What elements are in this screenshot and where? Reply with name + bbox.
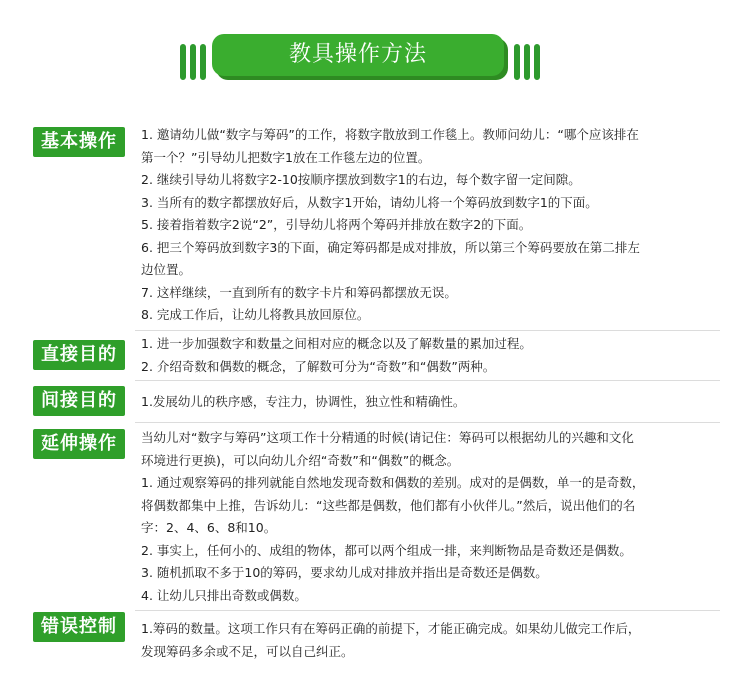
section-label-indirect: 间接目的: [33, 386, 125, 416]
text-line: 4. 让幼儿只排出奇数或偶数。: [141, 587, 307, 603]
text-line: 1.发展幼儿的秩序感，专注力，协调性，独立性和精确性。: [141, 394, 466, 409]
divider: [135, 610, 720, 611]
divider: [135, 330, 720, 331]
right-stripe-decoration: [514, 44, 540, 82]
text-line: 2. 介绍奇数和偶数的概念，了解数可分为“奇数”和“偶数”两种。: [141, 358, 496, 374]
section-extension-content: [141, 427, 721, 607]
text-line: 当幼儿对“数字与筹码”这项工作十分精通的时候(请记住：筹码可以根据幼儿的兴趣和文化: [141, 430, 634, 445]
text-line: 2. 事实上，任何小的、成组的物体，都可以两个组成一排，来判断物品是奇数还是偶数。: [141, 542, 632, 558]
section-error-content: [141, 618, 721, 663]
text-line: 字：2、4、6、8和10。: [141, 520, 277, 535]
text-line: 2. 继续引导幼儿将数字2-10按顺序摆放到数字1的右边，每个数字留一定间隙。: [141, 172, 581, 187]
text-line: 1. 进一步加强数字和数量之间相对应的概念以及了解数量的累加过程。: [141, 336, 532, 351]
section-label-extension: 延伸操作: [33, 429, 125, 459]
left-stripe-decoration: [180, 44, 206, 82]
text-line: 3. 随机抓取不多于10的筹码，要求幼儿成对排放并指出是奇数还是偶数。: [141, 565, 548, 580]
title-banner: [180, 32, 540, 82]
text-line: 1.筹码的数量。这项工作只有在筹码正确的前提下，才能正确完成。如果幼儿做完工作后，: [141, 621, 641, 636]
section-indirect-content: [141, 391, 721, 414]
page-title: 教具操作方法: [212, 34, 504, 76]
text-line: 将偶数都集中上推，告诉幼儿：“这些都是偶数，他们都有小伙伴儿。”然后，说出他们的名: [141, 497, 636, 513]
section-label-direct: 直接目的: [33, 340, 125, 370]
text-line: 7. 这样继续，一直到所有的数字卡片和筹码都摆放无误。: [141, 284, 457, 300]
text-line: 1. 邀请幼儿做“数字与筹码”的工作，将数字散放到工作毯上。教师问幼儿：“哪个应该排在: [141, 127, 639, 142]
text-line: 边位置。: [141, 262, 192, 277]
section-label-error: 错误控制: [33, 612, 125, 642]
text-line: 1. 通过观察筹码的排列就能自然地发现奇数和偶数的差别。成对的是偶数，单一的是奇数，: [141, 475, 645, 490]
section-direct-content: [141, 333, 721, 378]
text-line: 发现筹码多余或不足，可以自己纠正。: [141, 643, 354, 659]
text-line: 6. 把三个筹码放到数字3的下面，确定筹码都是成对排放，所以第三个筹码要放在第二排左: [141, 239, 640, 255]
text-line: 第一个？”引导幼儿把数字1放在工作毯左边的位置。: [141, 149, 431, 165]
text-line: 3. 当所有的数字都摆放好后，从数字1开始，请幼儿将一个筹码放到数字1的下面。: [141, 194, 598, 210]
section-basic-content: [141, 124, 721, 327]
text-line: 5. 接着指着数字2说“2”，引导幼儿将两个筹码并排放在数字2的下面。: [141, 217, 532, 232]
text-line: 环境进行更换)，可以向幼儿介绍“奇数”和“偶数”的概念。: [141, 452, 460, 468]
divider: [135, 380, 720, 381]
section-label-basic: 基本操作: [33, 127, 125, 157]
text-line: 8. 完成工作后，让幼儿将教具放回原位。: [141, 307, 370, 322]
divider: [135, 422, 720, 423]
